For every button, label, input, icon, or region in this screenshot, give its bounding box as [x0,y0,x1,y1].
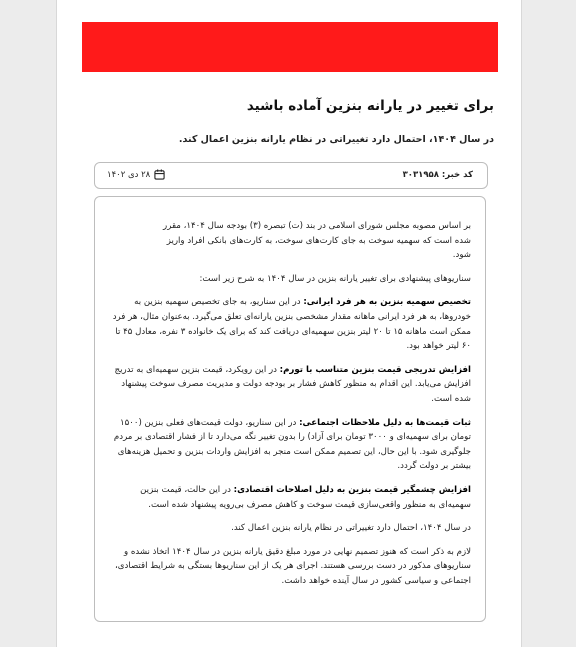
paragraph-scenario-2 [109,363,471,407]
scenario-2-text: در این رویکرد، قیمت بنزین سهمیه‌ای به تدریج افزایش می‌یابد. این اقدام به منظور کاهش فشار بر بودجه دولت و مدیریت مصرف سوخت پیشنهاد شده است. [114,364,471,404]
redacted-banner [82,22,498,72]
paragraph-conclusion: لازم به ذکر است که هنوز تصمیم نهایی در مورد مبلغ دقیق یارانه بنزین در سال ۱۴۰۴ اتخاذ نشده و سناریوهای مذکور در دست بررسی هستند. اجرای هر یک از این سناریوها بستگی به شرایط اقتصادی، اجتماعی و سیاسی کشور در سال آینده خواهد داشت. [115,546,471,586]
scenario-4-text: در این حالت، قیمت بنزین سهمیه‌ای به منظور واقعی‌سازی قیمت سوخت و کاهش مصرف بی‌رویه پیشنهاد شده است. [140,484,471,510]
article-lead: در سال ۱۴۰۴، احتمال دارد تغییراتی در نظام یارانه بنزین اعمال کند. [178,134,494,145]
scenario-4-title: افزایش چشمگیر قیمت بنزین به دلیل اصلاحات اقتصادی: [233,484,471,495]
paragraph-scenario-1 [109,295,471,353]
article-title: برای تغییر در یارانه بنزین آماده باشید [246,98,494,114]
scenario-2-title: افزایش تدریجی قیمت بنزین متناسب با تورم: [279,364,471,375]
paragraph-summary: در سال ۱۴۰۴، احتمال دارد تغییراتی در نظام یارانه بنزین اعمال کند. [231,523,471,534]
paragraph-scenario-4 [109,483,471,512]
paragraph-scenarios-heading: سناریوهای پیشنهادی برای تغییر یارانه بنزین در سال ۱۴۰۴ به شرح زیر است: [199,273,471,284]
paragraph-scenario-3 [109,416,471,474]
paragraph-intro: بر اساس مصوبه مجلس شورای اسلامی در بند (ت) تبصره (۳) بودجه سال ۱۴۰۴، مقرر شده است که سهمیه سوخت به جای کارت‌های سوخت، به کارت‌های بانکی افراد واریز شود. [163,221,471,261]
date-text: ۲۸ دی ۱۴۰۲ [107,169,151,180]
calendar-icon [154,169,165,180]
article-body [94,196,486,622]
scenario-3-text: در این سناریو، دولت قیمت‌های فعلی بنزین (۱۵۰۰ تومان برای سهمیه‌ای و ۳۰۰۰ تومان برای آزاد) را بدون تغییر نگه می‌دارد تا از فشار اقتصادی بر مردم جلوگیری شود. با این حال، این تصمیم ممکن است منجر به افزایش واردات بنزین و تحمیل هزینه‌های بیشتر بر دولت گردد. [113,417,471,472]
news-code: کد خبر: ۳۰۳۱۹۵۸ [402,170,473,180]
scenario-3-title: ثبات قیمت‌ها به دلیل ملاحظات اجتماعی: [299,417,471,428]
scenario-1-title: تخصیص سهمیه بنزین به هر فرد ایرانی: [303,297,471,308]
scenario-1-text: در این سناریو، به جای تخصیص سهمیه بنزین به خودروها، به هر فرد ایرانی ماهانه مقدار مشخصی بنزین یارانه‌ای تعلق می‌گیرد. به‌عنوان مثال، هر فرد ممکن است ماهانه ۱۵ تا ۲۰ لیتر بنزین سهمیه‌ای دریافت کند که برای یک خانواده ۳ نفره، معادل ۴۵ تا ۶۰ لیتر خواهد بود. [112,297,471,352]
article-date [107,169,165,180]
article-meta-box [94,162,488,189]
